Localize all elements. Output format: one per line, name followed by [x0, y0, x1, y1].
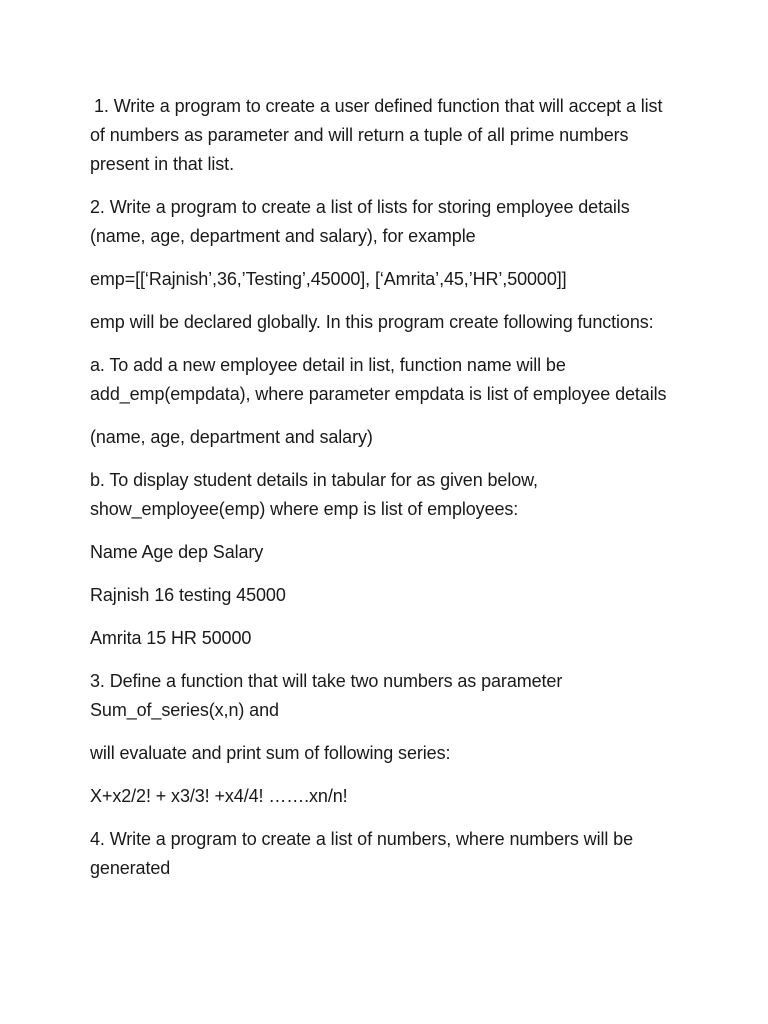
emp-global-note: emp will be declared globally. In this program create following functions:: [90, 312, 654, 332]
series-formula: X+x2/2! + x3/3! +x4/4! …….xn/n!: [90, 786, 348, 806]
part-b-text: b. To display student details in tabular for as given below, show_employee(emp) where emp is list of employees:: [90, 470, 538, 519]
question-1-text: 1. Write a program to create a user defined function that will accept a list of numbers as parameter and will return a tuple of all prime numbers present in that list.: [90, 96, 663, 174]
part-a-text: a. To add a new employee detail in list, function name will be add_emp(empdata), where parameter empdata is list of employee details: [90, 355, 667, 404]
question-3-continued: will evaluate and print sum of following series:: [90, 743, 451, 763]
question-4-text: 4. Write a program to create a list of numbers, where numbers will be generated: [90, 829, 633, 878]
table-header-line: Name Age dep Salary: [90, 542, 264, 562]
question-3-text: 3. Define a function that will take two numbers as parameter Sum_of_series(x,n) and: [90, 671, 563, 720]
document-body: [90, 92, 680, 897]
emp-example-code: emp=[[‘Rajnish’,36,’Testing’,45000], [‘Amrita’,45,’HR’,50000]]: [90, 269, 567, 289]
table-row-line: Rajnish 16 testing 45000: [90, 585, 286, 605]
question-2-text: 2. Write a program to create a list of lists for storing employee details (name, age, department and salary), for example: [90, 197, 630, 246]
part-a-fields: (name, age, department and salary): [90, 427, 373, 447]
table-row-line: Amrita 15 HR 50000: [90, 628, 252, 648]
